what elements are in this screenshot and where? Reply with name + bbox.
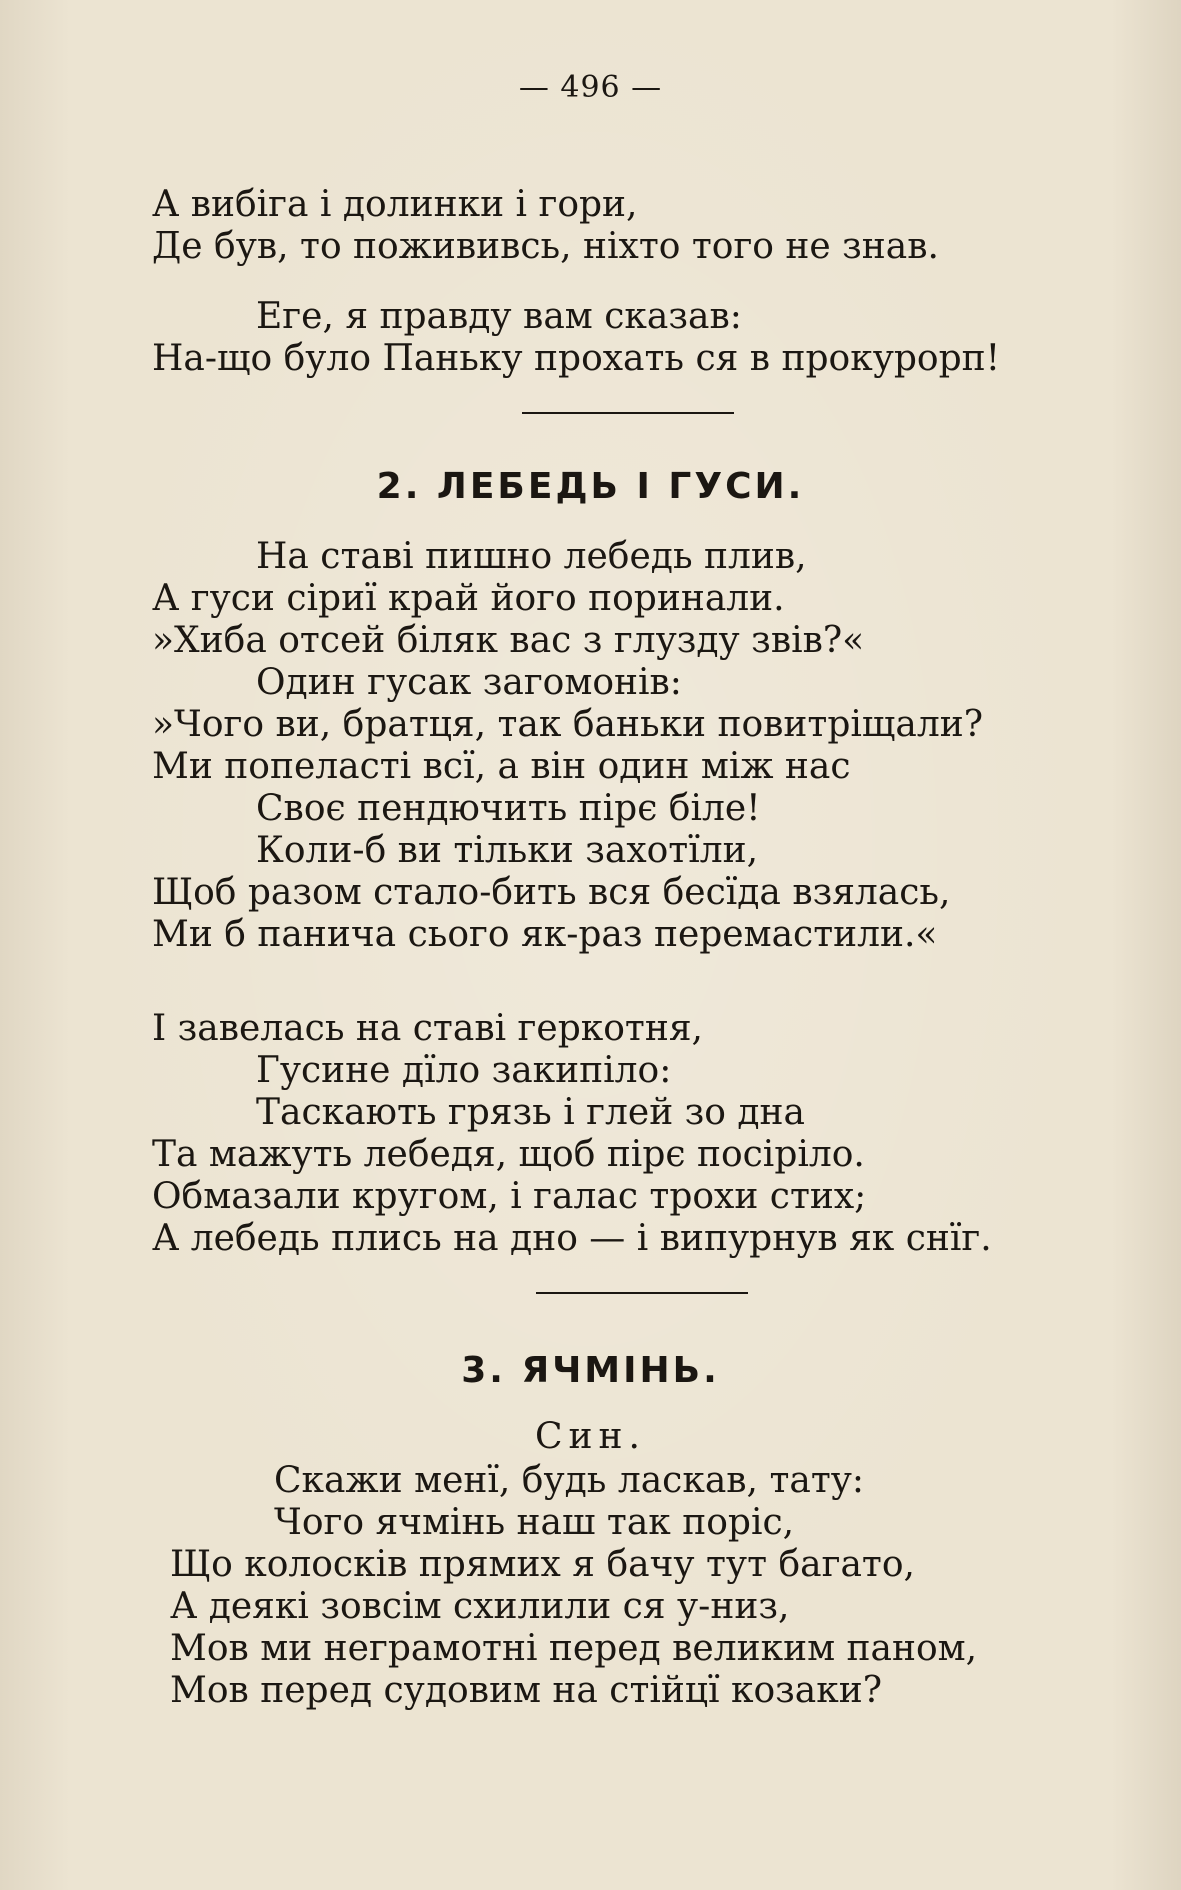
poem-line: На-що було Паньку прохать ся в прокурорп! xyxy=(152,338,1001,379)
section-divider xyxy=(536,1292,748,1294)
fable-stanza xyxy=(152,536,1092,956)
poem-line: Один гусак загомонів: xyxy=(256,662,682,703)
poem-line: Що колосків прямих я бачу тут багато, xyxy=(170,1544,915,1585)
poem-line: Скажи менї, будь ласкав, тату: xyxy=(274,1460,865,1501)
fable-stanza xyxy=(170,1460,1110,1712)
poem-line: А лебедь плись на дно — і випурнув як снїг. xyxy=(152,1218,992,1259)
poem-line: »Чого ви, братця, так баньки повитріщали? xyxy=(152,704,983,745)
poem-line: Ми попеласті всї, а він один між нас xyxy=(152,746,851,787)
poem-line: Обмазали кругом, і галас трохи стих; xyxy=(152,1176,867,1217)
poem-line: Де був, то пожививсь, ніхто того не знав. xyxy=(152,226,939,267)
poem-line: Та мажуть лебедя, щоб пірє посіріло. xyxy=(152,1134,865,1175)
poem-line: На ставі пишно лебедь плив, xyxy=(256,536,807,577)
poem-line: Еге, я правду вам сказав: xyxy=(256,296,742,337)
previous-fable-ending xyxy=(152,184,1092,268)
poem-line: А деякі зовсім схилили ся у-низ, xyxy=(170,1586,790,1627)
previous-fable-moral xyxy=(152,296,1092,380)
fable-title: 3. ЯЧМІНЬ. xyxy=(461,1350,720,1391)
poem-line: Ми б панича сього як-раз перемастили.« xyxy=(152,914,938,955)
poem-line: А гуси сіриї край його поринали. xyxy=(152,578,785,619)
fable-stanza xyxy=(152,1008,1092,1260)
poem-line: »Хиба отсей біляк вас з глузду звів?« xyxy=(152,620,865,661)
poem-line: Таскають грязь і глей зо дна xyxy=(256,1092,805,1133)
poem-line: Чого ячмінь наш так поріс, xyxy=(274,1502,795,1543)
page-number: — 496 — xyxy=(518,70,663,105)
section-divider xyxy=(522,412,734,414)
speaker-label: Син. xyxy=(535,1416,646,1457)
poem-line: І завелась на ставі геркотня, xyxy=(152,1008,703,1049)
poem-line: А вибіга і долинки і гори, xyxy=(152,184,638,225)
fable-title: 2. ЛЕБЕДЬ І ГУСИ. xyxy=(376,466,805,507)
poem-line: Своє пендючить пірє біле! xyxy=(256,788,761,829)
poem-line: Коли-б ви тільки захотїли, xyxy=(256,830,759,871)
poem-line: Мов ми неграмотні перед великим паном, xyxy=(170,1628,978,1669)
poem-line: Щоб разом стало-бить вся бесїда взялась, xyxy=(152,872,951,913)
poem-line: Мов перед судовим на стійцї козаки? xyxy=(170,1670,883,1711)
poem-line: Гусине дїло закипіло: xyxy=(256,1050,672,1091)
